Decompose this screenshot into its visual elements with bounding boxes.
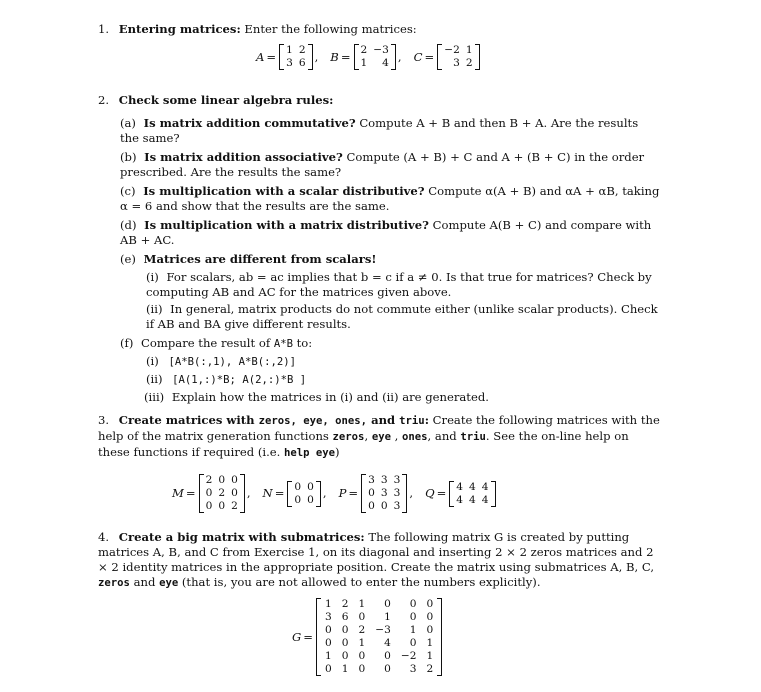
subitem-label: (ii)	[146, 302, 163, 316]
exercise-1-title: Entering matrices:	[118, 22, 241, 36]
exercise-1-text: Enter the following matrices:	[244, 22, 417, 36]
matrix-entry: 0	[324, 637, 332, 649]
matrix-entry: 0	[426, 624, 434, 636]
exercise-2e-i	[146, 270, 660, 300]
matrix-entry: 3	[368, 474, 375, 486]
matrix-p	[361, 474, 407, 513]
matrix-entry: 0	[341, 650, 349, 662]
matrix-entry: 0	[426, 611, 434, 623]
subitem-label: (i)	[146, 354, 159, 368]
item-label: (f)	[120, 336, 134, 350]
matrix-entry: 3	[409, 663, 417, 675]
exercise-3-number: 3.	[98, 413, 110, 427]
separator-comma: ,	[314, 49, 319, 64]
matrix-entry: 1	[426, 637, 434, 649]
exercise-4-text	[98, 530, 660, 591]
exercise-3-title	[119, 413, 429, 427]
matrix-g	[316, 598, 442, 676]
matrix-entry: 1	[384, 611, 391, 623]
matrix-entry: 1	[341, 663, 349, 675]
item-label: (d)	[120, 218, 137, 232]
exercise-2c	[120, 184, 660, 214]
matrix-entry: 4	[481, 480, 489, 493]
matrix-entry: 4	[456, 480, 464, 493]
exercise-2-number: 2.	[98, 93, 110, 107]
code-snippet: [A*B(:,1), A*B(:,2)]	[168, 356, 297, 368]
subitem-text: Explain how the matrices in (i) and (ii) are generated.	[171, 390, 489, 404]
title-part: and	[367, 413, 400, 427]
item-label: (e)	[120, 252, 136, 266]
matrix-entry: 1	[360, 57, 368, 69]
matrix-entry: 0	[218, 474, 226, 486]
exercise-2f	[120, 336, 312, 352]
matrix-entry: 0	[307, 480, 314, 493]
matrix-entry: 1	[358, 637, 366, 649]
matrix-b	[354, 44, 396, 70]
code-snippet: zeros	[98, 577, 130, 589]
matrix-entry: 0	[294, 480, 302, 493]
matrix-entry: 1	[324, 598, 332, 610]
body-text: (that is, you are not allowed to enter the numbers explicitly).	[178, 575, 541, 589]
matrix-entry: 2	[298, 44, 306, 56]
matrix-entry: 0	[341, 624, 349, 636]
matrix-entry: 0	[368, 500, 375, 512]
matrix-entry: 1	[286, 44, 293, 56]
matrix-entry: 0	[324, 624, 332, 636]
matrix-entry: 0	[294, 493, 302, 506]
matrix-entry: 3	[393, 487, 401, 499]
matrix-entry: 3	[380, 474, 388, 486]
matrix-entry: 2	[426, 663, 434, 675]
matrix-name: B	[330, 49, 339, 64]
matrix-entry: −2	[444, 44, 460, 56]
matrix-entry: 3	[453, 57, 460, 69]
item-text: Compute A + B and then B + A. Are the results the same?	[120, 116, 639, 145]
separator-comma: ,	[397, 49, 402, 64]
matrix-entry: 3	[286, 57, 293, 69]
item-text: Compute A(B + C) and compare with AB + AC.	[120, 218, 652, 247]
matrix-entry: 1	[324, 650, 332, 662]
matrix-m	[199, 474, 245, 513]
exercise-2f-i	[146, 354, 296, 370]
code-snippet: A*B	[273, 338, 293, 350]
matrix-entry: 1	[358, 598, 366, 610]
matrix-entry: 0	[231, 487, 238, 499]
equals-sign: =	[266, 49, 277, 64]
exercise-1-heading	[98, 22, 417, 37]
matrix-entry: 0	[358, 650, 366, 662]
exercise-4-title: Create a big matrix with submatrices:	[118, 530, 365, 544]
matrix-entry: 0	[380, 500, 388, 512]
subitem-text: For scalars, ab = ac implies that b = c if a ≠ 0. Is that true for matrices? Check by computing AB and AC for the matrices given above.	[146, 270, 652, 299]
exercise-2a	[120, 116, 660, 146]
matrix-name: Q	[425, 486, 435, 500]
matrix-entry: 4	[384, 637, 391, 649]
exercise-4-matrix	[292, 598, 442, 676]
item-text: Compute (A + B) + C and A + (B + C) in the order prescribed. Are the results the same?	[120, 150, 645, 179]
body-text: , and	[427, 429, 461, 443]
matrix-entry: 0	[384, 650, 391, 662]
subitem-label: (i)	[146, 270, 159, 284]
body-text: )	[335, 445, 340, 459]
item-title: Is multiplication with a matrix distributive?	[144, 218, 429, 232]
matrix-name: M	[172, 486, 184, 500]
body-text: Create the following matrices with the help of the matrix generation functions	[98, 413, 660, 443]
matrix-entry: 2	[360, 44, 368, 56]
item-title: Is multiplication with a scalar distributive?	[143, 184, 425, 198]
exercise-1-number: 1.	[98, 22, 110, 36]
matrix-entry: 0	[358, 663, 366, 675]
code-snippet: [A(1,:)*B; A(2,:)*B ]	[172, 374, 307, 386]
equals-sign: =	[348, 486, 359, 500]
matrix-name: P	[338, 486, 347, 500]
matrix-entry: 0	[231, 474, 238, 486]
matrix-entry: 0	[205, 487, 213, 499]
code-snippet: zeros	[332, 431, 365, 443]
matrix-entry: 0	[307, 493, 314, 506]
matrix-entry: 0	[409, 598, 417, 610]
matrix-q	[449, 481, 495, 507]
body-text: and	[129, 575, 160, 589]
matrix-entry: 4	[469, 480, 476, 493]
item-label: (b)	[120, 150, 137, 164]
body-text: The following matrix G is created by putting matrices A, B, and C from Exercise 1, on its diagonal and inserting 2 × 2 zeros matrices and 2 × 2 identity matrices in the appropriate position. Create the matrix using submatrices A, B, C,	[98, 530, 655, 574]
matrix-entry: 1	[426, 650, 434, 662]
exercise-2-title: Check some linear algebra rules:	[118, 93, 334, 107]
exercise-2f-ii	[146, 372, 306, 388]
exercise-2e	[120, 252, 376, 267]
matrix-entry: 4	[456, 493, 464, 506]
matrix-entry: 2	[358, 624, 366, 636]
code-snippet: triu	[399, 415, 425, 427]
matrix-a	[279, 44, 313, 70]
matrix-entry: 6	[341, 611, 349, 623]
separator-comma: ,	[409, 486, 414, 500]
matrix-name: A	[256, 49, 265, 64]
matrix-entry: 3	[380, 487, 388, 499]
separator-comma: ,	[322, 486, 327, 500]
matrix-entry: −3	[375, 624, 391, 636]
code-snippet: ones	[402, 431, 428, 443]
matrix-entry: 2	[205, 474, 213, 486]
matrix-entry: 0	[409, 637, 417, 649]
matrix-entry: 3	[393, 500, 401, 512]
matrix-n	[287, 481, 321, 507]
matrix-entry: 6	[298, 57, 306, 69]
item-label: (c)	[120, 184, 136, 198]
item-title: Matrices are different from scalars!	[143, 252, 377, 266]
matrix-entry: 3	[393, 474, 401, 486]
item-text: to:	[292, 336, 313, 350]
matrix-entry: 0	[341, 637, 349, 649]
exercise-2d	[120, 218, 660, 248]
body-text: ,	[364, 429, 372, 443]
title-part: :	[424, 413, 429, 427]
item-label: (a)	[120, 116, 136, 130]
matrix-entry: 3	[324, 611, 332, 623]
body-text: . See the on-line help on these functions if required (i.e.	[98, 429, 629, 459]
matrix-entry: 2	[231, 500, 238, 512]
matrix-entry: −3	[373, 44, 389, 56]
matrix-entry: 0	[218, 500, 226, 512]
equals-sign: =	[340, 49, 351, 64]
matrix-entry: 4	[481, 493, 489, 506]
matrix-entry: 2	[341, 598, 349, 610]
matrix-entry: 2	[465, 57, 473, 69]
item-title: Is matrix addition associative?	[144, 150, 343, 164]
separator-comma: ,	[246, 486, 251, 500]
exercise-2e-ii	[146, 302, 660, 332]
code-snippet: triu	[460, 431, 486, 443]
exercise-2b	[120, 150, 660, 180]
matrix-c	[437, 44, 479, 70]
matrix-entry: −2	[400, 650, 417, 662]
matrix-entry: 0	[409, 611, 417, 623]
matrix-entry: 0	[205, 500, 213, 512]
code-snippet: zeros, eye, ones,	[258, 415, 368, 427]
matrix-entry: 4	[469, 493, 476, 506]
equals-sign: =	[424, 49, 435, 64]
matrix-entry: 0	[324, 663, 332, 675]
matrix-entry: 0	[384, 663, 391, 675]
matrix-entry: 0	[358, 611, 366, 623]
subitem-label: (iii)	[144, 390, 165, 404]
equals-sign: =	[185, 486, 196, 500]
exercise-2-heading	[98, 93, 333, 108]
exercise-3-text	[98, 413, 660, 461]
matrix-entry: 0	[384, 598, 391, 610]
body-text: ,	[390, 429, 403, 443]
item-text: Compute α(A + B) and αA + αB, taking α = 6 and show that the results are the same.	[120, 184, 660, 213]
matrix-name: C	[413, 49, 423, 64]
matrix-entry: 4	[382, 57, 389, 69]
code-snippet: eye	[159, 577, 179, 589]
equals-sign: =	[303, 629, 313, 644]
matrix-name: N	[262, 486, 273, 500]
matrix-name: G	[292, 629, 302, 644]
exercise-4-number: 4.	[98, 530, 110, 544]
exercise-3-matrices	[172, 474, 496, 513]
matrix-entry: 1	[465, 44, 473, 56]
equals-sign: =	[274, 486, 285, 500]
matrix-entry: 2	[218, 487, 226, 499]
item-text: Compare the result of	[141, 336, 274, 350]
exercise-1-matrices	[256, 44, 480, 70]
item-title: Is matrix addition commutative?	[143, 116, 356, 130]
matrix-entry: 0	[426, 598, 434, 610]
equals-sign: =	[436, 486, 447, 500]
matrix-entry: 0	[368, 487, 375, 499]
code-snippet: help eye	[284, 447, 336, 459]
code-snippet: eye	[371, 431, 391, 443]
subitem-text: In general, matrix products do not commute either (unlike scalar products). Check if AB and BA give different results.	[146, 302, 658, 331]
matrix-entry: 1	[409, 624, 417, 636]
subitem-label: (ii)	[146, 372, 163, 386]
title-part: Create matrices with	[118, 413, 259, 427]
exercise-2f-iii	[144, 390, 489, 405]
